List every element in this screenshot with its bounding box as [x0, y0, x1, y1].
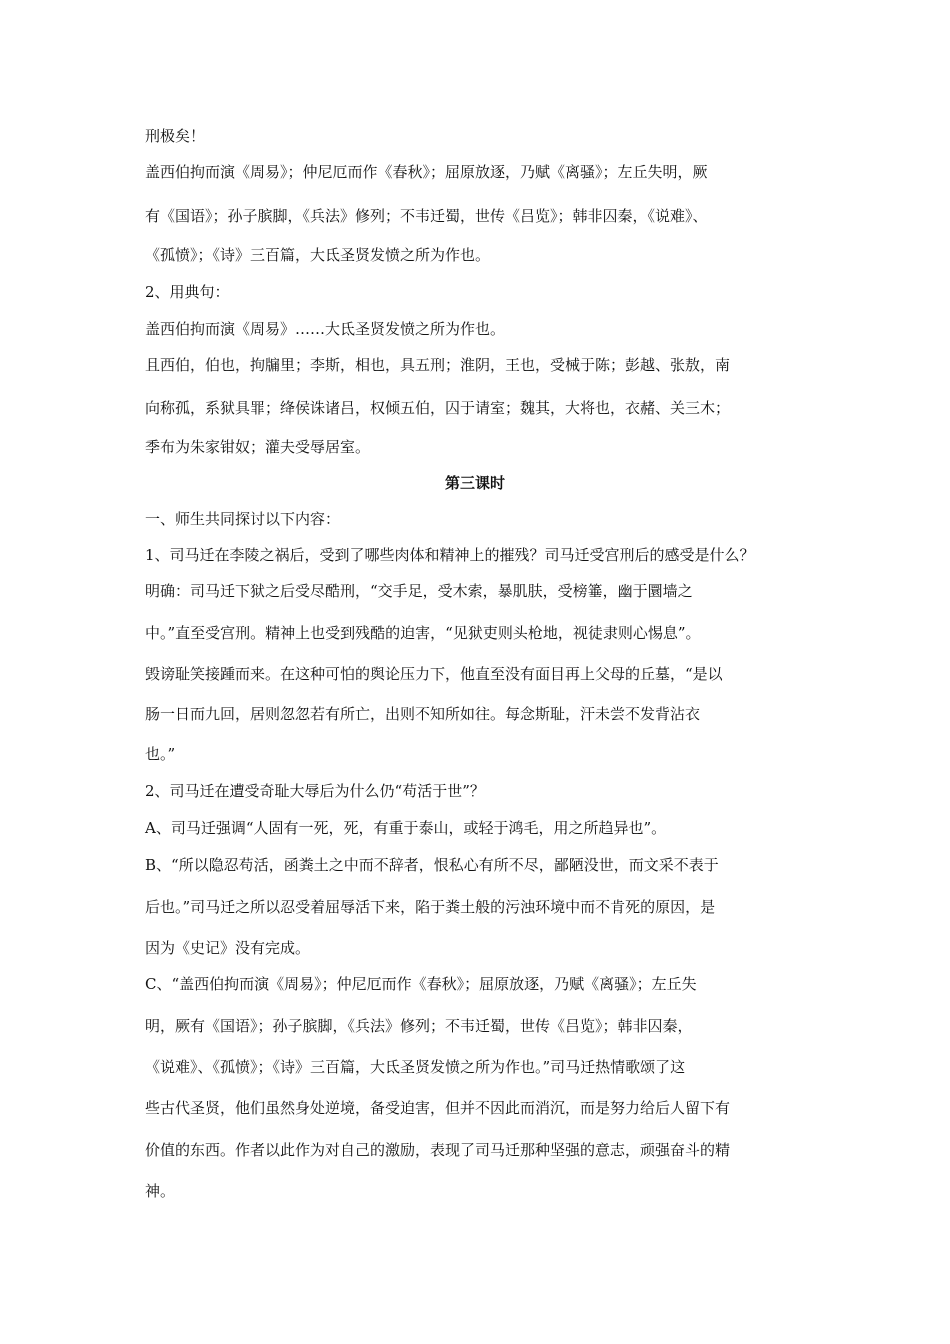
text-line: 《说难》、《孤愤》；《诗》三百篇，大氐圣贤发愤之所为作也。”司马迁热情歌颂了这 — [145, 1058, 686, 1076]
text-line: B、“所以隐忍苟活，函粪土之中而不辞者，恨私心有所不尽，鄙陋没世，而文采不表于 — [145, 856, 719, 874]
text-line: 因为《史记》没有完成。 — [145, 939, 311, 957]
text-line: A、司马迁强调“人固有一死，死，有重于泰山，或轻于鸿毛，用之所趋异也”。 — [145, 819, 667, 837]
text-line: 后也。”司马迁之所以忍受着屈辱活下来，陷于粪土般的污浊环境中而不肯死的原因，是 — [145, 898, 716, 916]
text-line: 些古代圣贤，他们虽然身处逆境，备受迫害，但并不因此而消沉，而是努力给后人留下有 — [145, 1099, 731, 1117]
text-line: 刑极矣！ — [145, 127, 206, 145]
text-line: 且西伯，伯也，拘牖里；李斯，相也，具五刑；淮阴，王也，受械于陈；彭越、张敖，南 — [145, 356, 731, 374]
text-line: 2、司马迁在遭受奇耻大辱后为什么仍“苟活于世”？ — [145, 782, 485, 800]
text-line: 一、师生共同探讨以下内容： — [145, 510, 341, 528]
text-line: 明确：司马迁下狱之后受尽酷刑，“交手足，受木索，暴肌肤，受榜箠，幽于圜墙之 — [145, 582, 693, 600]
text-line: 向称孤，系狱具罪；绛侯诛诸吕，权倾五伯，囚于请室；魏其，大将也，衣赭、关三木； — [145, 399, 731, 417]
text-line: 盖西伯拘而演《周易》……大氐圣贤发愤之所为作也。 — [145, 320, 506, 338]
text-line: 1、司马迁在李陵之祸后，受到了哪些肉体和精神上的摧残？司马迁受宫刑后的感受是什么？ — [145, 546, 755, 564]
text-line: 《孤愤》；《诗》三百篇，大氐圣贤发愤之所为作也。 — [145, 246, 491, 264]
section-heading: 第三课时 — [444, 474, 505, 492]
text-line: 价值的东西。作者以此作为对自己的激励，表现了司马迁那种坚强的意志，顽强奋斗的精 — [145, 1141, 731, 1159]
text-line: 肠一日而九回，居则忽忽若有所亡，出则不知所如往。每念斯耻，汗未尝不发背沾衣 — [145, 705, 701, 723]
text-line: 明，厥有《国语》；孙子膑脚，《兵法》修列；不韦迁蜀，世传《吕览》；韩非囚秦， — [145, 1017, 693, 1035]
text-line: 中。”直至受宫刑。精神上也受到残酷的迫害，“见狱吏则头枪地，视徒隶则心惕息”。 — [145, 624, 701, 642]
text-line: 盖西伯拘而演《周易》；仲尼厄而作《春秋》；屈原放逐，乃赋《离骚》；左丘失明，厥 — [145, 163, 708, 181]
text-line: 也。” — [145, 745, 176, 763]
text-line: 毁谤耻笑接踵而来。在这种可怕的舆论压力下，他直至没有面目再上父母的丘墓，“是以 — [145, 665, 723, 683]
text-line: 神。 — [145, 1182, 176, 1200]
text-line: C、“盖西伯拘而演《周易》；仲尼厄而作《春秋》；屈原放逐，乃赋《离骚》；左丘失 — [145, 975, 697, 993]
text-line: 2、用典句： — [145, 283, 230, 301]
text-line: 有《国语》；孙子膑脚，《兵法》修列；不韦迁蜀，世传《吕览》；韩非囚秦，《说难》、 — [145, 207, 708, 225]
text-line: 季布为朱家钳奴；灌夫受辱居室。 — [145, 438, 371, 456]
